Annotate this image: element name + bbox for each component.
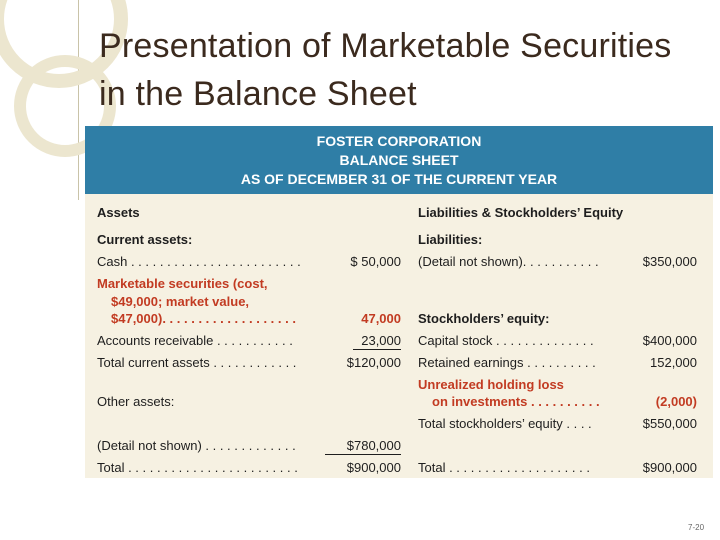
total-stockholders-equity-label: Total stockholders’ equity . . . . [418, 416, 592, 431]
total-stockholders-equity-value: $550,000 [642, 416, 697, 431]
liabilities-equity-heading: Liabilities & Stockholders’ Equity [418, 205, 624, 220]
marketable-securities-label-2: $49,000; market value, [111, 294, 250, 309]
marketable-securities-value: 47,000 [361, 311, 401, 326]
marketable-securities-label-1: Marketable securities (cost, [97, 276, 268, 291]
liabilities-detail-value: $350,000 [642, 254, 697, 269]
marketable-securities-label-3: $47,000). . . . . . . . . . . . . . . . . . . [111, 311, 296, 326]
cash-value: $ 50,000 [350, 254, 401, 269]
company-name: FOSTER CORPORATION [316, 133, 482, 149]
total-current-assets-label: Total current assets . . . . . . . . . . . . [97, 355, 297, 370]
total-liabilities-equity-value: $900,000 [642, 460, 697, 475]
slide-title-line-2: in the Balance Sheet [99, 75, 417, 113]
other-assets-detail-label: (Detail not shown) . . . . . . . . . . . . . [97, 438, 296, 453]
page-number: 7-20 [688, 523, 705, 532]
balance-sheet-header [85, 126, 713, 194]
accounts-receivable-label: Accounts receivable . . . . . . . . . . . [97, 333, 293, 348]
total-assets-label: Total . . . . . . . . . . . . . . . . . . . . . . . . [97, 460, 298, 475]
liabilities-detail-label: (Detail not shown). . . . . . . . . . . [418, 254, 599, 269]
statement-name: BALANCE SHEET [339, 152, 459, 168]
balance-sheet [85, 126, 713, 478]
unrealized-loss-label-1: Unrealized holding loss [418, 377, 564, 392]
slide-title [99, 22, 709, 118]
statement-date: AS OF DECEMBER 31 OF THE CURRENT YEAR [240, 171, 558, 187]
total-assets-value: $900,000 [346, 460, 401, 475]
retained-earnings-value: 152,000 [650, 355, 697, 370]
other-assets-heading: Other assets: [97, 394, 175, 409]
assets-heading: Assets [97, 205, 140, 220]
capital-stock-label: Capital stock . . . . . . . . . . . . . . [418, 333, 594, 348]
total-current-assets-value: $120,000 [346, 355, 401, 370]
liabilities-heading: Liabilities: [418, 232, 483, 247]
retained-earnings-label: Retained earnings . . . . . . . . . . [418, 355, 596, 370]
cash-label: Cash . . . . . . . . . . . . . . . . . . . . . . . . [97, 254, 301, 269]
unrealized-loss-label-2: on investments . . . . . . . . . . [432, 394, 600, 409]
stockholders-equity-heading: Stockholders’ equity: [418, 311, 550, 326]
total-liabilities-equity-label: Total . . . . . . . . . . . . . . . . . . . . [418, 460, 590, 475]
capital-stock-value: $400,000 [642, 333, 697, 348]
unrealized-loss-value: (2,000) [655, 394, 697, 409]
other-assets-detail-value: $780,000 [325, 437, 401, 455]
slide-title-line-1: Presentation of Marketable Securities [99, 27, 672, 65]
accounts-receivable-value: 23,000 [353, 332, 401, 350]
current-assets-heading: Current assets: [97, 232, 193, 247]
